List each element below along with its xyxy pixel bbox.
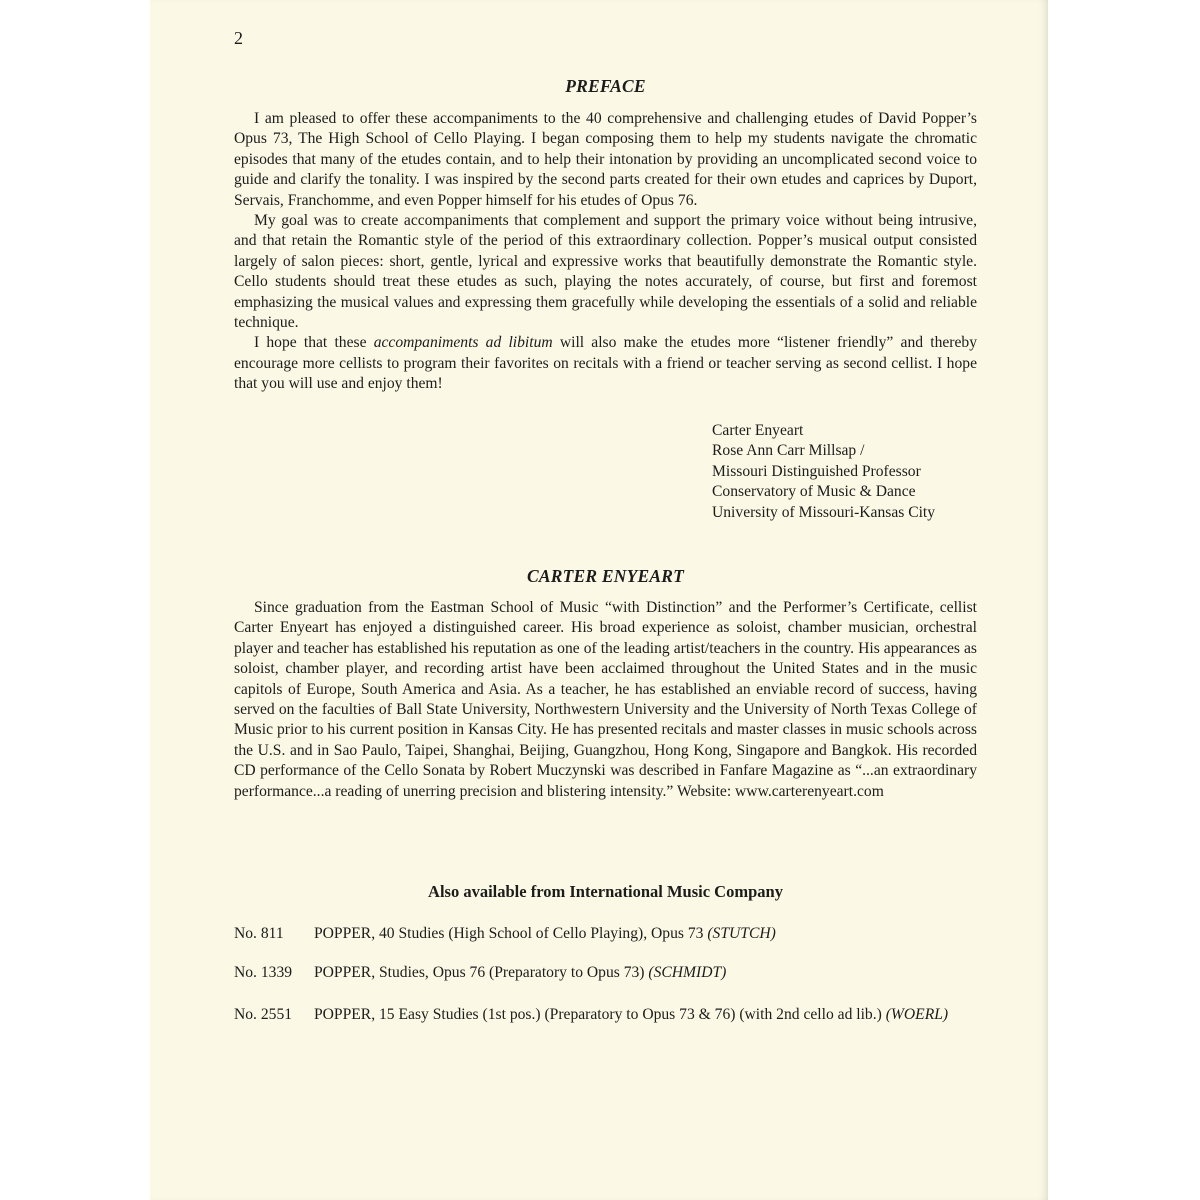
page-number: 2 xyxy=(234,28,243,48)
biography-paragraph: Since graduation from the Eastman School of Music “with Distinction” and the Performer’s Certificate, cellist Carter Enyeart has enjoyed a distinguished career. His broad experience as soloist, chamber musician, orchestral player and teacher has established his reputation as one of the leading artist/teachers in the country. His appearances as soloist, chamber player, and recording artist have been acclaimed throughout the United States and in the music capitols of Europe, South America and Asia. As a teacher, he has established an enviable record of success, having served on the faculties of Ball State University, Northwestern University and the University of North Texas College of Music prior to his current position in Kansas City. He has presented recitals and master classes in music schools across the U.S. and in Sao Paulo, Taipei, Shanghai, Beijing, Guangzhou, Hong Kong, Singapore and Bangkok. His recorded CD performance of the Cello Sonata by Robert Muczynski was described in Fanfare Magazine as “...an extraordinary performance...a reading of unerring precision and blistering intensity.” Website: www.carterenyeart.com xyxy=(234,599,977,800)
biography-body xyxy=(234,598,977,802)
signature-line: University of Missouri-Kansas City xyxy=(712,503,936,521)
catalog-title xyxy=(314,924,994,944)
catalog-number: No. 811 xyxy=(234,925,284,942)
catalog-editor: (STUTCH) xyxy=(707,925,776,942)
preface-paragraph-2: My goal was to create accompaniments that complement and support the primary voice without being intrusive, and that retain the Romantic style of the period of this extraordinary collection. Popper’s musical output consisted largely of salon pieces: short, gentle, lyrical and expressive works that beautifully demonstrate the Romantic style. Cello students should treat these etudes as such, playing the notes accurately, of course, but first and foremost emphasizing the musical values and expressing them gracefully while developing the essentials of a solid and reliable technique. xyxy=(234,212,977,332)
catalog-title-text: POPPER, Studies, Opus 76 (Preparatory to Opus 73) xyxy=(314,964,649,981)
signature-line: Carter Enyeart xyxy=(712,422,804,439)
catalog-number: No. 2551 xyxy=(234,1006,293,1023)
also-available-heading: Also available from International Music Company xyxy=(428,882,783,901)
preface-paragraph-1: I am pleased to offer these accompaniments to the 40 comprehensive and challenging etudes of David Popper’s Opus 73, The High School of Cello Playing. I began composing them to help my students navigate the chromatic episodes that many of the etudes contain, and to help their intonation by providing an uncomplicated second voice to guide and clarify the tonality. I was inspired by the second parts created for their own etudes and caprices by Duport, Servais, Franchomme, and even Popper himself for his etudes of Opus 76. xyxy=(234,110,977,209)
signature-block xyxy=(712,421,935,523)
preface-body xyxy=(234,109,977,395)
preface-paragraph-3-start: I hope that these xyxy=(254,334,374,352)
catalog-editor: (SCHMIDT) xyxy=(648,964,727,981)
catalog-title xyxy=(314,963,994,983)
signature-line: Rose Ann Carr Millsap / xyxy=(712,442,865,460)
catalog-title xyxy=(314,1005,994,1025)
catalog-editor: (WOERL) xyxy=(885,1006,949,1023)
signature-line: Missouri Distinguished Professor xyxy=(712,462,921,480)
preface-paragraph-3 xyxy=(234,333,977,394)
preface-paragraph-3-end: will also make the etudes more “listener friendly” and thereby encourage more cellists to program their favorites on recitals with a friend or teacher serving as second cellist. I hope that you will use and enjoy them! xyxy=(234,334,977,393)
preface-paragraph-3-italic: accompaniments ad libitum xyxy=(373,334,553,352)
catalog-title-text: POPPER, 15 Easy Studies (1st pos.) (Preparatory to Opus 73 & 76) (with 2nd cello ad lib.) xyxy=(314,1006,886,1023)
biography-heading: CARTER ENYEART xyxy=(527,566,684,586)
signature-line: Conservatory of Music & Dance xyxy=(712,483,916,501)
catalog-number: No. 1339 xyxy=(234,964,293,981)
preface-heading: PREFACE xyxy=(565,76,646,96)
catalog-title-text: POPPER, 40 Studies (High School of Cello Playing), Opus 73 xyxy=(314,925,708,942)
